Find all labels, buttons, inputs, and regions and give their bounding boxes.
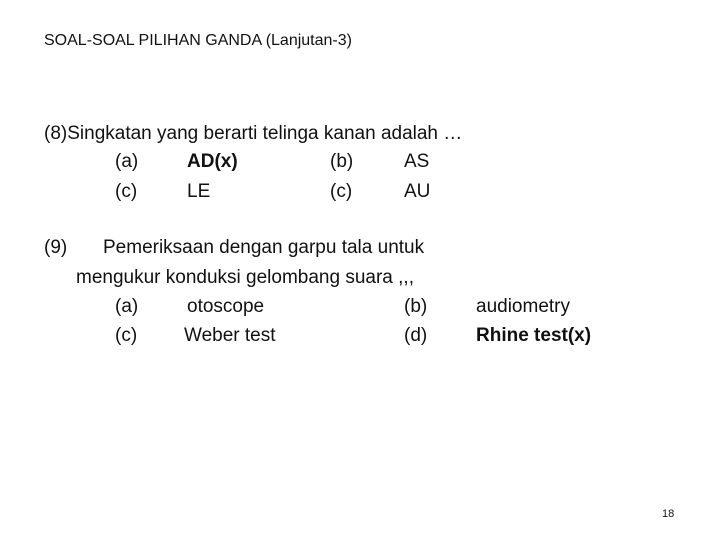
slide-title: SOAL-SOAL PILIHAN GANDA (Lanjutan-3) (44, 32, 352, 49)
page-number: 18 (662, 508, 675, 520)
q8-option-b-text: AS (404, 151, 430, 172)
q9-option-d-text: Rhine test(x) (476, 325, 592, 346)
question-9-text-line1: Pemeriksaan dengan garpu tala untuk (103, 237, 425, 258)
q8-option-c-label: (c) (115, 181, 138, 202)
q8-option-a-label: (a) (115, 151, 139, 172)
q9-option-c-label: (c) (115, 325, 138, 346)
q9-option-b-label: (b) (404, 296, 428, 317)
q9-option-d-label: (d) (404, 325, 428, 346)
q9-option-c-text: Weber test (184, 325, 276, 346)
q8-option-d-label: (c) (330, 181, 353, 202)
q8-option-c-text: LE (187, 181, 211, 202)
q9-option-a-label: (a) (115, 296, 139, 317)
q8-option-a-text: AD(x) (187, 151, 238, 172)
q9-option-a-text: otoscope (187, 296, 265, 317)
question-9-text-line2: mengukur konduksi gelombang suara ,,, (76, 267, 414, 288)
q8-option-d-text: AU (404, 181, 431, 202)
q8-option-b-label: (b) (330, 151, 354, 172)
question-8-number: (8) (44, 123, 68, 144)
q9-option-b-text: audiometry (476, 296, 570, 317)
question-9-number: (9) (44, 237, 68, 258)
question-8 (44, 124, 462, 143)
question-8-text: Singkatan yang berarti telinga kanan adalah … (67, 123, 463, 144)
